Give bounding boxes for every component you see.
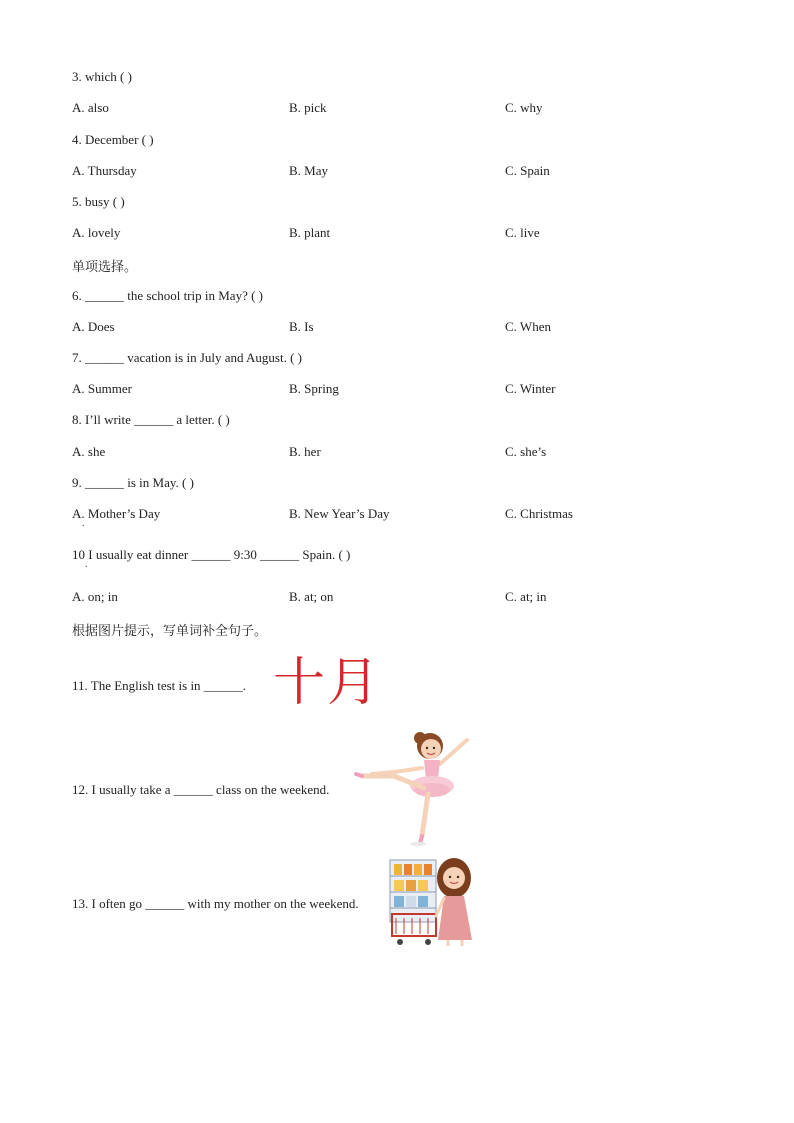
format-mark: . bbox=[85, 559, 88, 570]
question-7-option-a: A. Summer bbox=[72, 381, 132, 396]
question-4-option-b: B. May bbox=[289, 163, 328, 178]
question-9-option-c: C. Christmas bbox=[505, 506, 573, 521]
question-5: 5. busy ( ) bbox=[72, 194, 125, 209]
format-mark: . bbox=[82, 518, 85, 529]
question-10: 10 I usually eat dinner ______ 9:30 ______ Spain. ( ) bbox=[72, 547, 351, 562]
question-3-option-b: B. pick bbox=[289, 100, 327, 115]
question-6-option-a: A. Does bbox=[72, 319, 115, 334]
question-4-option-c: C. Spain bbox=[505, 163, 550, 178]
shopping-cart-girl-image bbox=[388, 856, 480, 948]
question-5-option-b: B. plant bbox=[289, 225, 331, 240]
question-10-option-a: A. on; in bbox=[72, 589, 118, 604]
question-9-option-b: B. New Year’s Day bbox=[289, 506, 390, 521]
question-13: 13. I often go ______ with my mother on the weekend. bbox=[72, 896, 359, 911]
question-3-option-a: A. also bbox=[72, 100, 109, 115]
question-12: 12. I usually take a ______ class on the weekend. bbox=[72, 782, 330, 797]
question-5-option-c: C. live bbox=[505, 225, 540, 240]
question-9-option-a: A. Mother’s Day bbox=[72, 506, 161, 521]
question-9: 9. ______ is in May. ( ) bbox=[72, 475, 194, 490]
question-8: 8. I’ll write ______ a letter. ( ) bbox=[72, 412, 230, 427]
october-chinese-image: 十月 bbox=[273, 653, 382, 713]
question-4-option-a: A. Thursday bbox=[72, 163, 137, 178]
question-6: 6. ______ the school trip in May? ( ) bbox=[72, 288, 263, 303]
question-8-option-b: B. her bbox=[289, 444, 321, 459]
section-heading-single-choice: 单项选择。 bbox=[72, 260, 138, 275]
question-6-option-b: B. Is bbox=[289, 319, 314, 334]
question-3: 3. which ( ) bbox=[72, 69, 132, 84]
question-6-option-c: C. When bbox=[505, 319, 551, 334]
question-10-option-b: B. at; on bbox=[289, 589, 334, 604]
question-7-option-c: C. Winter bbox=[505, 381, 556, 396]
question-10-option-c: C. at; in bbox=[505, 589, 547, 604]
question-7: 7. ______ vacation is in July and August. ( ) bbox=[72, 350, 303, 365]
question-11: 11. The English test is in ______. bbox=[72, 678, 247, 693]
question-8-option-c: C. she’s bbox=[505, 444, 547, 459]
question-3-option-c: C. why bbox=[505, 100, 543, 115]
question-7-option-b: B. Spring bbox=[289, 381, 339, 396]
ballet-dancer-image bbox=[354, 728, 476, 846]
question-5-option-a: A. lovely bbox=[72, 225, 121, 240]
question-8-option-a: A. she bbox=[72, 444, 106, 459]
section-heading-picture-fill: 根据图片提示，写单词补全句子。 bbox=[72, 624, 268, 639]
question-4: 4. December ( ) bbox=[72, 132, 154, 147]
